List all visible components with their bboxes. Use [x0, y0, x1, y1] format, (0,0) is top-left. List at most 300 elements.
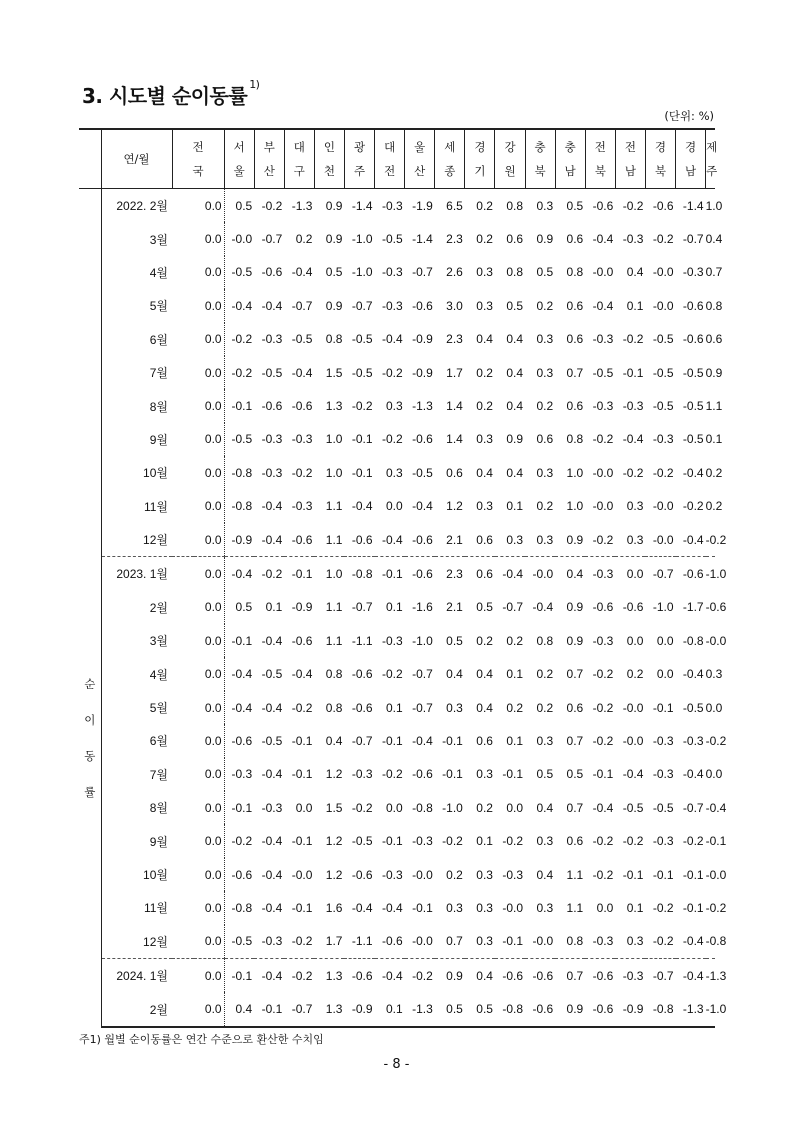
value-cell: 0.1	[375, 992, 405, 1026]
value-cell: 0.2	[476, 399, 493, 414]
value-cell: -0.1	[351, 465, 373, 480]
value-cell: -0.2	[652, 900, 674, 915]
header-blank	[79, 129, 101, 189]
value-cell: 0.2	[476, 198, 493, 213]
value-cell: -0.9	[412, 332, 433, 347]
value-cell: 0.2	[295, 232, 313, 247]
value-cell: 0.0	[172, 423, 224, 456]
value-cell: 0.5	[235, 600, 253, 615]
header-region-char: 천	[323, 164, 335, 178]
value-cell: -0.1	[254, 992, 284, 1026]
value-cell: -0.4	[261, 700, 283, 715]
month-cell: 2024. 1월	[101, 958, 172, 992]
value-cell: 0.8	[325, 667, 343, 682]
value-cell: -0.1	[381, 733, 403, 748]
value-cell: 0.5	[235, 198, 253, 213]
value-cell: 1.1	[325, 600, 343, 615]
header-region	[344, 129, 374, 189]
table-body	[79, 189, 727, 1027]
value-cell: -0.1	[495, 925, 525, 959]
value-cell: 0.4	[476, 332, 493, 347]
value-cell: 0.3	[536, 198, 554, 213]
value-cell: -0.4	[231, 566, 253, 581]
value-cell: -0.2	[412, 968, 433, 983]
value-cell: 1.2	[446, 499, 463, 514]
header-region-char: 서	[233, 140, 245, 154]
value-cell: -1.3	[412, 399, 433, 414]
header-region-char: 구	[293, 164, 305, 178]
value-cell: -0.4	[682, 968, 704, 983]
value-cell: 0.2	[626, 667, 644, 682]
header-region	[706, 129, 718, 189]
value-cell: -0.5	[652, 365, 674, 380]
value-cell: -0.6	[682, 298, 704, 313]
value-cell: -0.3	[261, 332, 283, 347]
value-cell: 0.5	[566, 767, 584, 782]
value-cell: -1.3	[291, 198, 313, 213]
value-cell: 0.8	[506, 265, 524, 280]
header-region-char: 북	[534, 164, 546, 178]
value-cell: -0.3	[652, 733, 674, 748]
value-cell: 0.9	[566, 633, 584, 648]
value-cell: 0.1	[705, 432, 723, 447]
value-cell: -0.7	[502, 600, 524, 615]
title-footnote-marker: 1)	[249, 78, 260, 91]
value-cell: 0.4	[476, 667, 493, 682]
header-region-char: 남	[564, 164, 576, 178]
table-row	[79, 791, 715, 824]
value-cell: 0.5	[476, 600, 493, 615]
value-cell: -0.2	[592, 867, 614, 882]
value-cell: 1.6	[325, 900, 343, 915]
value-cell: -0.6	[682, 332, 704, 347]
value-cell: -0.3	[682, 265, 704, 280]
value-cell: -0.5	[231, 432, 253, 447]
value-cell: -0.5	[261, 667, 283, 682]
header-region-char: 산	[414, 164, 426, 178]
value-cell: -0.1	[412, 900, 433, 915]
value-cell: -0.8	[495, 992, 525, 1026]
value-cell: -0.9	[344, 992, 374, 1026]
value-cell: -0.4	[351, 900, 373, 915]
value-cell: -0.9	[412, 365, 433, 380]
value-cell: -0.3	[585, 925, 615, 959]
table-row	[79, 758, 715, 791]
header-region-char: 경	[474, 140, 486, 154]
value-cell: 0.1	[626, 900, 644, 915]
value-cell: -0.2	[585, 523, 615, 557]
value-cell: 0.2	[446, 867, 463, 882]
header-region-char: 북	[594, 164, 606, 178]
value-cell: 0.6	[566, 332, 584, 347]
value-cell: -0.4	[231, 667, 253, 682]
value-cell: -0.4	[532, 600, 554, 615]
header-region-char: 인	[323, 140, 335, 154]
value-cell: -0.0	[412, 867, 433, 882]
value-cell: 0.4	[224, 992, 254, 1026]
value-cell: 0.7	[566, 365, 584, 380]
value-cell: -0.0	[622, 700, 644, 715]
value-cell: 1.5	[325, 800, 343, 815]
value-cell: 0.0	[172, 691, 224, 724]
value-cell: -0.4	[231, 700, 253, 715]
value-cell: 0.9	[446, 968, 463, 983]
header-region	[224, 129, 254, 189]
value-cell: 0.4	[566, 566, 584, 581]
value-cell: 0.0	[385, 800, 403, 815]
value-cell: -0.1	[442, 767, 463, 782]
value-cell: -0.7	[412, 700, 433, 715]
value-cell: -0.4	[381, 968, 403, 983]
value-cell: 3.0	[446, 298, 463, 313]
value-cell: -0.2	[592, 700, 614, 715]
value-cell: -0.2	[291, 968, 313, 983]
value-cell: 0.0	[656, 667, 674, 682]
row-group-label-char: 이	[84, 712, 96, 727]
value-cell: -0.2	[652, 465, 674, 480]
value-cell: 0.1	[626, 298, 644, 313]
month-cell: 2월	[101, 591, 172, 624]
value-cell: -1.0	[412, 633, 433, 648]
value-cell: 0.9	[555, 523, 585, 557]
header-region	[525, 129, 555, 189]
value-cell: -0.6	[592, 600, 614, 615]
table-row	[79, 456, 715, 489]
value-cell: -0.0	[592, 465, 614, 480]
value-cell: 0.5	[506, 298, 524, 313]
value-cell: -0.0	[231, 232, 253, 247]
table-row	[79, 624, 715, 657]
value-cell: -0.2	[231, 365, 253, 380]
header-region-char: 충	[564, 140, 576, 154]
value-cell: 1.3	[325, 968, 343, 983]
value-cell: 0.0	[172, 724, 224, 757]
value-cell: 0.4	[476, 700, 493, 715]
value-cell: 0.0	[172, 925, 224, 959]
value-cell: 0.7	[705, 265, 723, 280]
value-cell: -0.2	[291, 465, 313, 480]
value-cell: -1.7	[682, 600, 704, 615]
month-cell: 9월	[101, 824, 172, 857]
page-title: 3. 시도별 순이동률 $^{1)}$	[82, 78, 260, 108]
value-cell: -1.0	[442, 800, 463, 815]
value-cell: 0.0	[172, 824, 224, 857]
value-cell: -0.6	[231, 867, 253, 882]
value-cell: -0.0	[645, 523, 675, 557]
value-cell: 0.4	[626, 265, 644, 280]
value-cell: 1.7	[314, 925, 344, 959]
value-cell: 0.9	[325, 298, 343, 313]
value-cell: -0.5	[381, 232, 403, 247]
value-cell: -0.3	[254, 925, 284, 959]
value-cell: 0.4	[446, 667, 463, 682]
value-cell: -0.3	[351, 767, 373, 782]
header-region-char: 남	[685, 164, 697, 178]
value-cell: -0.3	[381, 867, 403, 882]
value-cell: -0.6	[284, 523, 314, 557]
value-cell: -0.3	[261, 800, 283, 815]
value-cell: -0.1	[442, 733, 463, 748]
value-cell: -0.2	[592, 733, 614, 748]
table-row	[79, 289, 715, 322]
value-cell: -0.6	[351, 700, 373, 715]
value-cell: -0.4	[412, 733, 433, 748]
value-cell: -0.3	[291, 499, 313, 514]
value-cell: -0.2	[261, 566, 283, 581]
value-cell: -0.2	[351, 800, 373, 815]
value-cell: -0.5	[351, 332, 373, 347]
table-row	[79, 992, 715, 1026]
value-cell: -0.6	[652, 198, 674, 213]
value-cell: 0.0	[172, 958, 224, 992]
value-cell: 0.3	[525, 523, 555, 557]
month-cell: 2월	[101, 992, 172, 1026]
value-cell: -0.4	[261, 499, 283, 514]
value-cell: -0.0	[622, 733, 644, 748]
value-cell: 0.6	[465, 523, 495, 557]
value-cell: -0.2	[622, 834, 644, 849]
value-cell: -0.5	[652, 800, 674, 815]
value-cell: 0.3	[615, 925, 645, 959]
month-cell: 8월	[101, 389, 172, 422]
month-cell: 7월	[101, 758, 172, 791]
value-cell: 0.6	[705, 332, 723, 347]
value-cell: -0.4	[381, 900, 403, 915]
value-cell: -0.4	[261, 767, 283, 782]
value-cell: -1.4	[412, 232, 433, 247]
value-cell: -0.4	[261, 867, 283, 882]
value-cell: 0.8	[325, 332, 343, 347]
value-cell: -0.9	[615, 992, 645, 1026]
table-row	[79, 189, 715, 223]
value-cell: -0.3	[592, 399, 614, 414]
value-cell: 0.6	[476, 733, 493, 748]
value-cell: -0.7	[652, 566, 674, 581]
value-cell: 0.3	[615, 523, 645, 557]
value-cell: -0.9	[224, 523, 254, 557]
value-cell: -0.5	[652, 399, 674, 414]
value-cell: 0.2	[476, 633, 493, 648]
value-cell: -0.4	[622, 767, 644, 782]
value-cell: 0.0	[705, 767, 723, 782]
header-region	[284, 129, 314, 189]
value-cell: -0.3	[622, 232, 644, 247]
value-cell: -0.4	[291, 265, 313, 280]
value-cell: 0.7	[566, 733, 584, 748]
value-cell: -0.1	[652, 700, 674, 715]
value-cell: 0.0	[705, 700, 723, 715]
value-cell: 0.0	[172, 657, 224, 690]
value-cell: 1.7	[446, 365, 463, 380]
value-cell: -0.0	[592, 265, 614, 280]
value-cell: 2.1	[446, 600, 463, 615]
table-row	[79, 925, 715, 959]
table-row	[79, 891, 715, 924]
value-cell: -0.2	[622, 465, 644, 480]
table-row	[79, 222, 715, 255]
value-cell: 0.6	[566, 298, 584, 313]
value-cell: -0.2	[284, 925, 314, 959]
value-cell: -0.3	[502, 867, 524, 882]
net-migration-table	[79, 128, 727, 1028]
header-region-char: 산	[263, 164, 275, 178]
value-cell: 0.1	[385, 600, 403, 615]
value-cell: 0.3	[536, 834, 554, 849]
value-cell: 0.3	[476, 265, 493, 280]
value-cell: 0.4	[536, 867, 554, 882]
header-region-char: 기	[474, 164, 486, 178]
value-cell: 0.1	[265, 600, 283, 615]
value-cell: -0.6	[351, 867, 373, 882]
header-region-char: 경	[654, 140, 667, 154]
value-cell: -0.1	[652, 867, 674, 882]
table-row	[79, 523, 715, 557]
month-cell: 10월	[101, 456, 172, 489]
value-cell: 0.8	[705, 298, 723, 313]
value-cell: -0.6	[592, 968, 614, 983]
value-cell: -0.8	[412, 800, 433, 815]
table-row	[79, 256, 715, 289]
value-cell: -1.4	[351, 198, 373, 213]
value-cell: 0.9	[506, 432, 524, 447]
value-cell: 0.4	[506, 399, 524, 414]
value-cell: 0.0	[172, 591, 224, 624]
value-cell: -0.8	[706, 925, 715, 959]
value-cell: 0.3	[536, 733, 554, 748]
value-cell: -0.3	[622, 968, 644, 983]
table-row	[79, 356, 715, 389]
value-cell: -0.6	[261, 265, 283, 280]
value-cell: -0.4	[291, 667, 313, 682]
value-cell: 0.6	[506, 232, 524, 247]
header-region	[172, 129, 224, 189]
value-cell: -0.5	[231, 265, 253, 280]
value-cell: -0.7	[351, 733, 373, 748]
value-cell: -0.2	[592, 834, 614, 849]
value-cell: 0.6	[446, 465, 463, 480]
value-cell: 0.2	[506, 633, 524, 648]
header-period: 연/월	[101, 129, 172, 189]
value-cell: 0.3	[536, 365, 554, 380]
header-region-char: 원	[504, 164, 516, 178]
value-cell: 0.4	[506, 332, 524, 347]
value-cell: 1.0	[325, 465, 343, 480]
value-cell: 1.2	[325, 767, 343, 782]
value-cell: 1.1	[325, 633, 343, 648]
value-cell: -0.4	[351, 499, 373, 514]
value-cell: 0.2	[506, 700, 524, 715]
value-cell: -0.1	[291, 767, 313, 782]
value-cell: 0.1	[385, 700, 403, 715]
month-cell: 12월	[101, 523, 172, 557]
value-cell: -0.4	[412, 499, 433, 514]
value-cell: 0.0	[172, 624, 224, 657]
value-cell: 1.0	[325, 566, 343, 581]
value-cell: -0.4	[622, 432, 644, 447]
value-cell: -0.1	[231, 399, 253, 414]
value-cell: -0.7	[412, 265, 433, 280]
header-region-char: 충	[534, 140, 546, 154]
value-cell: 0.9	[705, 365, 723, 380]
value-cell: 0.0	[172, 992, 224, 1026]
value-cell: -1.0	[351, 232, 373, 247]
value-cell: -0.4	[705, 800, 727, 815]
value-cell: -0.3	[412, 834, 433, 849]
value-cell: -0.8	[682, 633, 704, 648]
month-cell: 8월	[101, 791, 172, 824]
row-group-label-char: 동	[84, 748, 96, 763]
value-cell: -0.4	[682, 465, 704, 480]
header-region-char: 전	[594, 140, 606, 154]
header-region-char: 부	[263, 140, 275, 154]
value-cell: -0.2	[381, 767, 403, 782]
value-cell: 0.3	[626, 499, 644, 514]
value-cell: -0.4	[592, 298, 614, 313]
value-cell: -0.3	[622, 399, 644, 414]
value-cell: 0.4	[476, 968, 493, 983]
value-cell: 0.0	[172, 222, 224, 255]
value-cell: 0.3	[536, 900, 554, 915]
value-cell: -0.1	[231, 633, 253, 648]
value-cell: -0.2	[622, 332, 644, 347]
value-cell: -0.4	[676, 925, 706, 959]
header-region-char: 국	[192, 164, 204, 178]
table-row	[79, 724, 715, 757]
value-cell: 1.2	[325, 834, 343, 849]
value-cell: -0.2	[622, 198, 644, 213]
table-row	[79, 691, 715, 724]
header-region-char: 대	[384, 140, 396, 154]
value-cell: -0.0	[705, 867, 727, 882]
header-region-char: 남	[624, 164, 636, 178]
value-cell: -0.7	[291, 298, 313, 313]
header-region	[465, 129, 495, 189]
value-cell: 0.2	[536, 700, 554, 715]
value-cell: 1.0	[705, 198, 723, 213]
value-cell: 0.2	[476, 800, 493, 815]
value-cell: -0.6	[351, 667, 373, 682]
value-cell: 0.2	[536, 399, 554, 414]
value-cell: 0.3	[446, 900, 463, 915]
value-cell: -0.0	[705, 633, 727, 648]
value-cell: -0.7	[351, 600, 373, 615]
month-cell: 4월	[101, 256, 172, 289]
value-cell: -0.2	[231, 834, 253, 849]
header-region-char: 전	[624, 140, 636, 154]
value-cell: 0.1	[506, 667, 524, 682]
value-cell: -0.1	[592, 767, 614, 782]
value-cell: 2.3	[446, 566, 463, 581]
value-cell: -0.5	[261, 733, 283, 748]
month-cell: 9월	[101, 423, 172, 456]
value-cell: -0.4	[291, 365, 313, 380]
value-cell: 1.2	[325, 867, 343, 882]
value-cell: -0.3	[261, 432, 283, 447]
header-region-char: 전	[192, 140, 204, 154]
value-cell: -0.7	[351, 298, 373, 313]
month-cell: 2023. 1월	[101, 557, 172, 591]
value-cell: -1.6	[412, 600, 433, 615]
value-cell: -0.6	[705, 600, 727, 615]
table-row	[79, 389, 715, 422]
value-cell: -0.6	[375, 925, 405, 959]
value-cell: 0.0	[295, 800, 313, 815]
value-cell: 0.0	[596, 900, 614, 915]
value-cell: 0.0	[172, 858, 224, 891]
header-region-char: 경	[685, 140, 697, 154]
header-region-char: 강	[504, 140, 516, 154]
value-cell: 0.0	[172, 389, 224, 422]
